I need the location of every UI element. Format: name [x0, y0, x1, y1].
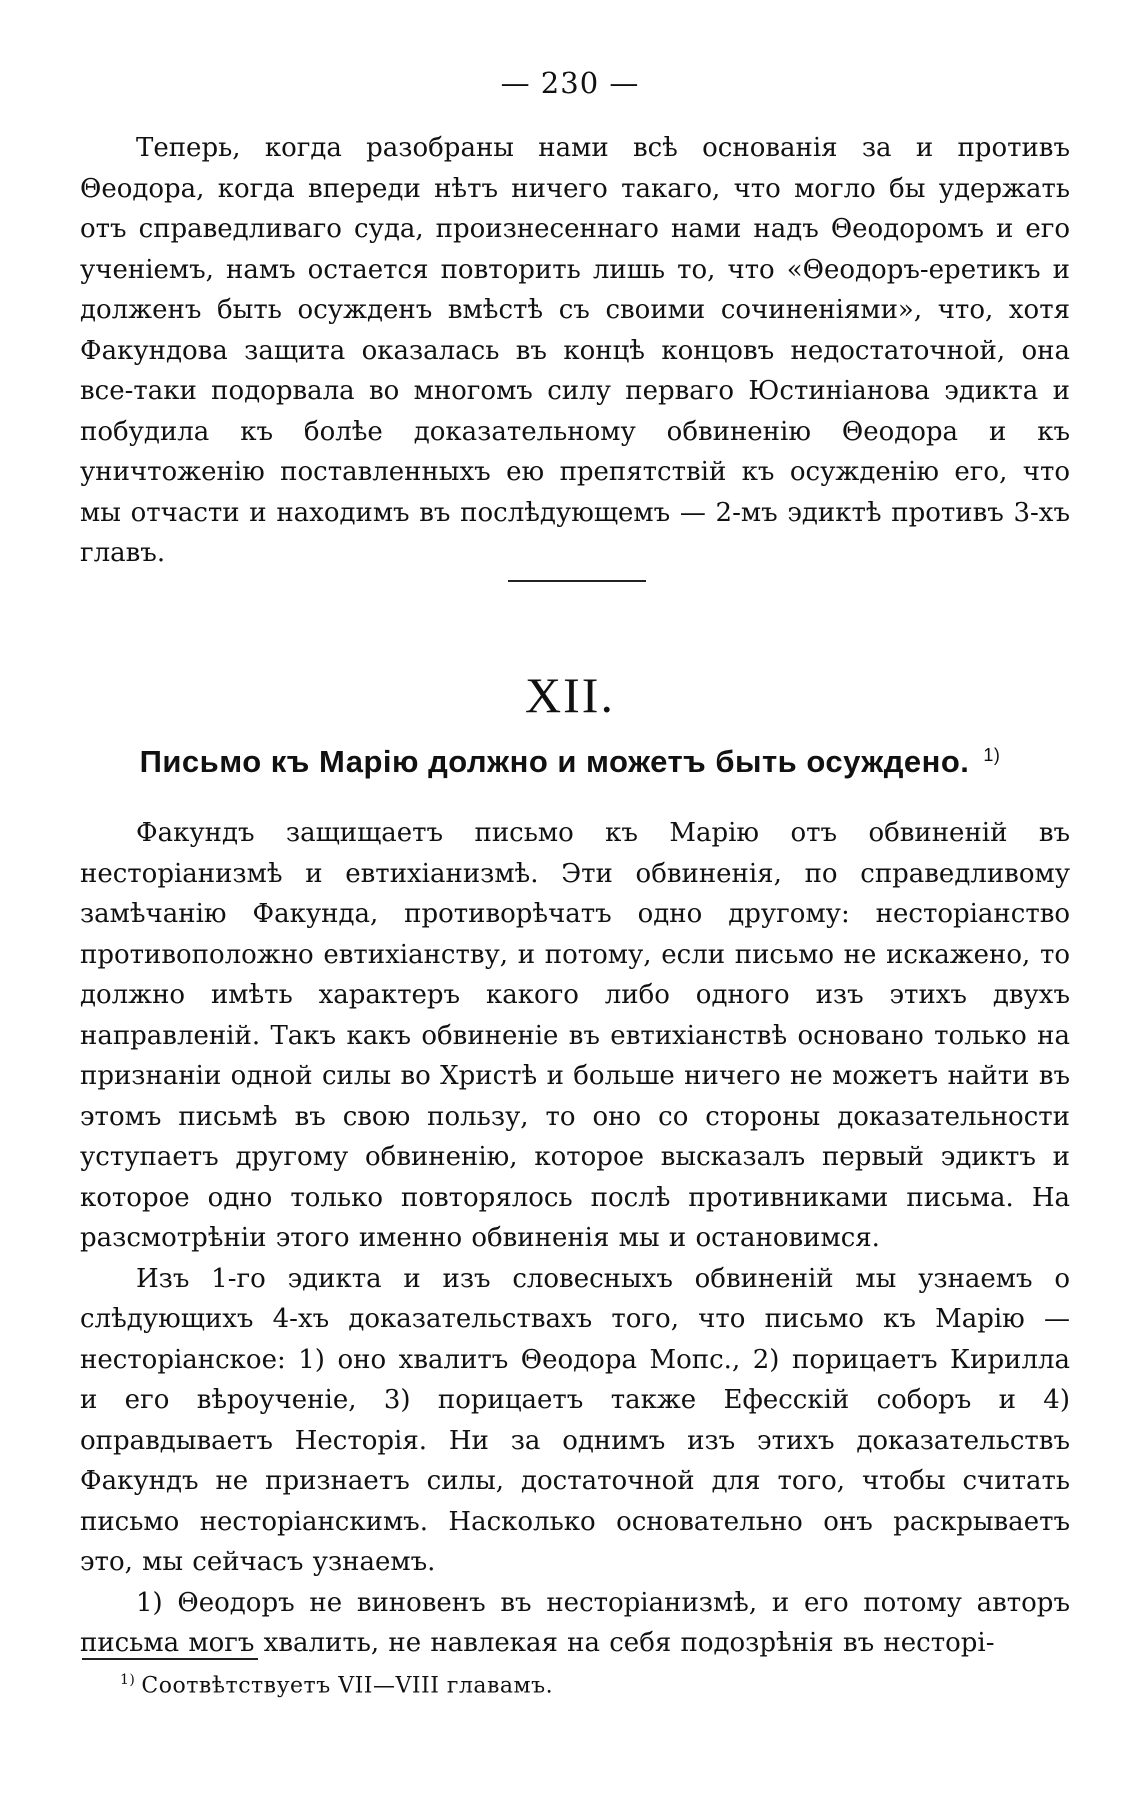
section-separator — [508, 580, 646, 582]
footnote-text: Соотвѣтствуетъ VII—VIII главамъ. — [141, 1673, 554, 1699]
chapter-footnote-marker: 1) — [983, 744, 1001, 765]
chapter-body — [80, 813, 1070, 1664]
intro-paragraph: Теперь, когда разобраны нами всѣ основанія за и противъ Θеодора, когда впереди нѣтъ ничего такаго, что могло бы удержать отъ справедливаго суда, произнесеннаго нами надъ Θеодоромъ и его ученіемъ, намъ остается повторить лишь то, что «Θеодоръ-еретикъ и долженъ быть осужденъ вмѣстѣ съ своими сочиненіями», что, хотя Факундова защита оказалась въ концѣ концовъ недостаточной, она все-таки подорвала во многомъ силу перваго Юстиніанова эдикта и побудила къ болѣе доказательному обвиненію Θеодора и къ уничтоженію поставленныхъ ею препятствій къ осужденію его, что мы отчасти и находимъ въ послѣдующемъ — 2-мъ эдиктѣ противъ 3-хъ главъ. — [80, 133, 1070, 568]
intro-section — [80, 128, 1070, 574]
footnote-rule — [82, 1658, 258, 1660]
chapter-title-text: Письмо къ Марію должно и можетъ быть осуждено. — [139, 744, 970, 779]
page-number: — 230 — — [500, 66, 640, 100]
body-paragraph: Изъ 1-го эдикта и изъ словесныхъ обвиненій мы узнаемъ о слѣдующихъ 4-хъ доказательствахъ того, что письмо къ Марію — несторіанское: 1) оно хвалитъ Θеодора Мопс., 2) порицаетъ Кирилла и его вѣроученіе, 3) порицаетъ также Ефесскій соборъ и 4) оправдываетъ Несторія. Ни за однимъ изъ этихъ доказательствъ Факундъ не признаетъ силы, достаточной для того, чтобы считать письмо несторіанскимъ. Насколько основательно онъ раскрываетъ это, мы сейчасъ узнаемъ. — [80, 1263, 1070, 1577]
footnote-marker: 1) — [120, 1672, 136, 1688]
chapter-title — [0, 744, 1140, 780]
footnote — [120, 1672, 553, 1698]
body-paragraph: 1) Θеодоръ не виновенъ въ несторіанизмѣ, и его потому авторъ письма могъ хвалить, не навлекая на себя подозрѣнія въ несторі- — [80, 1587, 1070, 1658]
body-paragraph: Факундъ защищаетъ письмо къ Марію отъ обвиненій въ несторіанизмѣ и евтихіанизмѣ. Эти обвиненія, по справедливому замѣчанію Факунда, противорѣчатъ одно другому: несторіанство противоположно евтихіанству, и потому, если письмо не искажено, то должно имѣть характеръ какого либо одного изъ этихъ двухъ направленій. Такъ какъ обвиненіе въ евтихіанствѣ основано только на признаніи одной силы во Христѣ и больше ничего не можетъ найти въ этомъ письмѣ въ свою пользу, то оно со стороны доказательности уступаетъ другому обвиненію, которое высказалъ первый эдиктъ и которое одно только повторялось послѣ противниками письма. На разсмотрѣніи этого именно обвиненія мы и остановимся. — [80, 818, 1070, 1253]
chapter-numeral: XII. — [525, 667, 615, 723]
